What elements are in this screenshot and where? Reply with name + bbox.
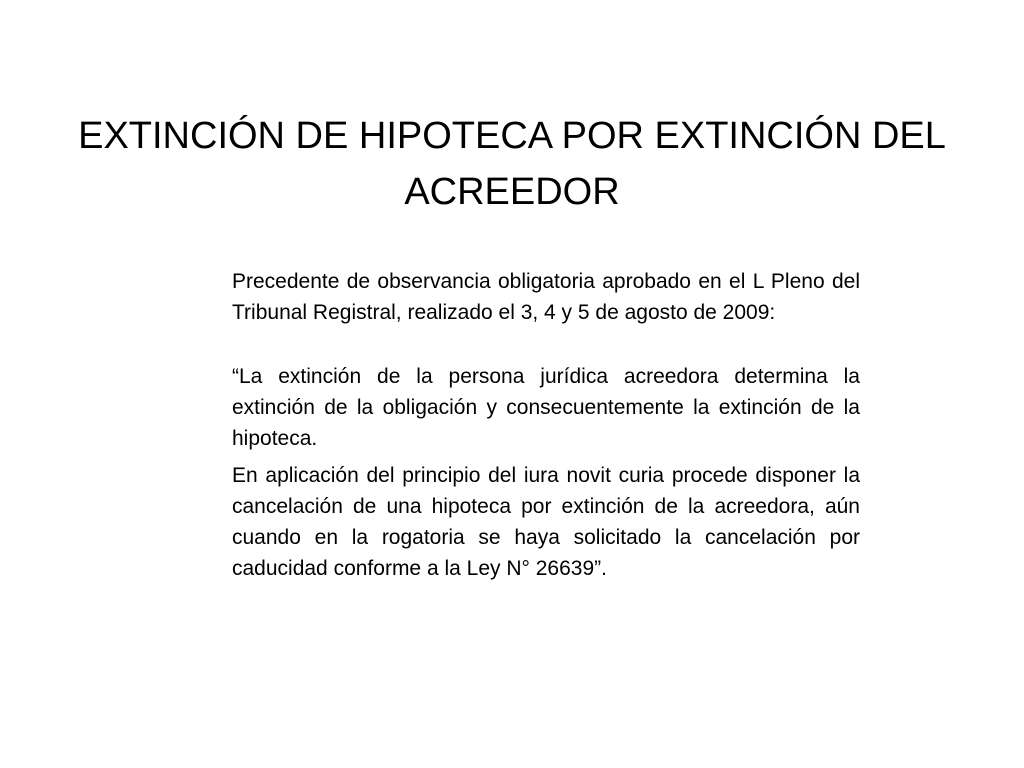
slide-body bbox=[232, 266, 860, 584]
paragraph-quote-extinction: “La extinción de la persona jurídica acreedora determina la extinción de la obligación y consecuentemente la extinción de la hipoteca. bbox=[232, 365, 860, 450]
paragraph-precedent: Precedente de observancia obligatoria aprobado en el L Pleno del Tribunal Registral, realizado el 3, 4 y 5 de agosto de 2009: bbox=[232, 270, 860, 324]
paragraph-spacer bbox=[232, 328, 860, 361]
paragraph-quote-application: En aplicación del principio del iura novit curia procede disponer la cancelación de una hipoteca por extinción de la acreedora, aún cuando en la rogatoria se haya solicitado la cancelación por caducidad conforme a la Ley N° 26639”. bbox=[232, 464, 860, 580]
slide-title: EXTINCIÓN DE HIPOTECA POR EXTINCIÓN DEL ACREEDOR bbox=[78, 115, 946, 213]
